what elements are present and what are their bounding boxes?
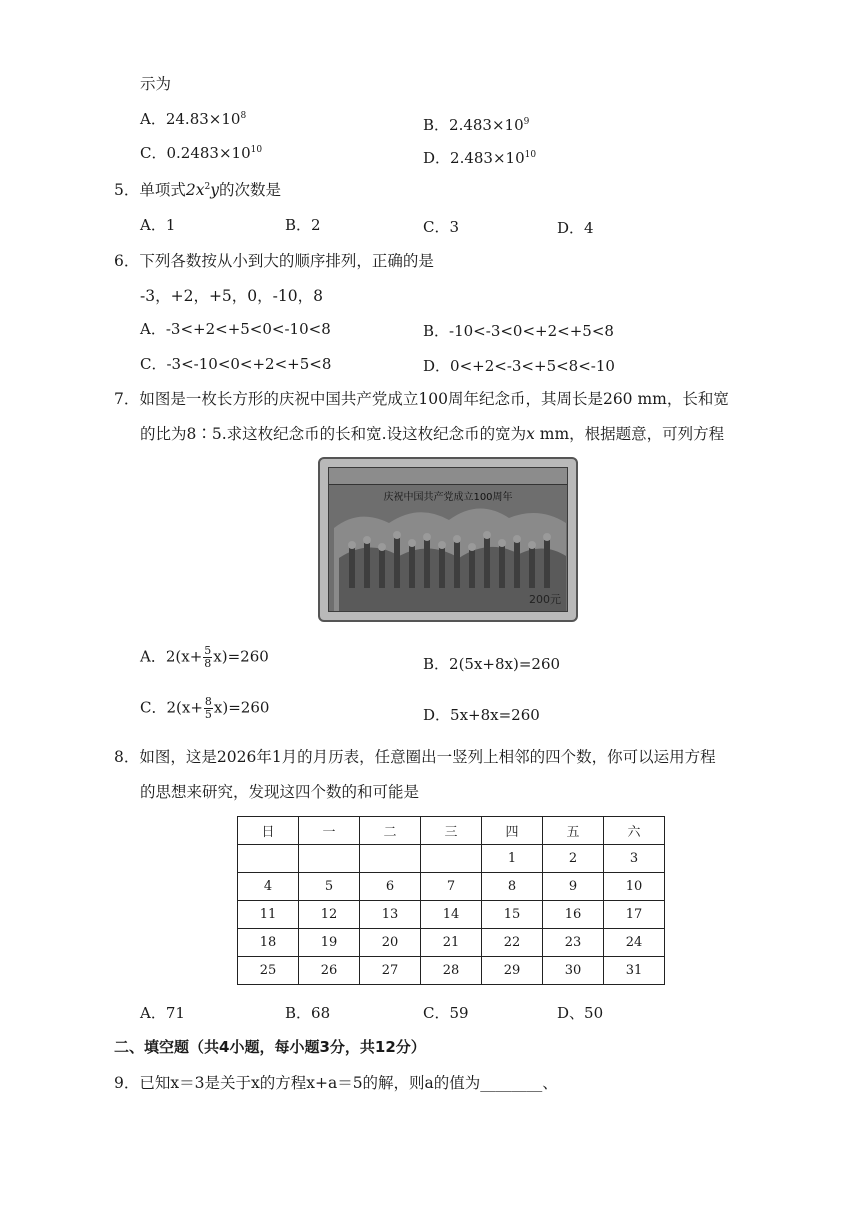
calendar-cell: 23 bbox=[543, 929, 604, 957]
option-label: B． bbox=[423, 116, 450, 134]
calendar-cell: 18 bbox=[238, 929, 299, 957]
question-7 bbox=[114, 387, 729, 409]
q8-option-a: A．71 bbox=[140, 1004, 185, 1022]
calendar-cell bbox=[360, 845, 421, 873]
commemorative-coin-image bbox=[318, 457, 578, 622]
fraction-numerator: 8 bbox=[204, 695, 212, 708]
q8-option-c: C．59 bbox=[423, 1004, 469, 1022]
calendar-cell: 5 bbox=[299, 873, 360, 901]
monomial-exponent: 2 bbox=[204, 182, 211, 192]
calendar-cell: 22 bbox=[482, 929, 543, 957]
fraction-denominator: 5 bbox=[204, 708, 212, 721]
calendar-cell: 21 bbox=[421, 929, 482, 957]
calendar-cell: 10 bbox=[604, 873, 665, 901]
calendar-header-cell: 日 bbox=[238, 817, 299, 845]
calendar-cell bbox=[421, 845, 482, 873]
question-text: 如图是一枚长方形的庆祝中国共产党成立100周年纪念币，其周长是260 mm，长和宽 bbox=[139, 390, 729, 408]
question-number: 7． bbox=[114, 390, 140, 408]
calendar-cell: 11 bbox=[238, 901, 299, 929]
fraction-denominator: 8 bbox=[204, 657, 212, 670]
calendar-cell: 2 bbox=[543, 845, 604, 873]
calendar-cell: 16 bbox=[543, 901, 604, 929]
question-7-line2 bbox=[140, 422, 724, 444]
q5-option-d: D．4 bbox=[557, 219, 594, 237]
fraction bbox=[203, 645, 212, 670]
calendar-cell: 26 bbox=[299, 957, 360, 985]
calendar-cell: 27 bbox=[360, 957, 421, 985]
q7-option-b: B．2(5x+8x)=260 bbox=[423, 655, 561, 673]
calendar-cell: 15 bbox=[482, 901, 543, 929]
q6-option-a: A．-3<+2<+5<0<-10<8 bbox=[140, 320, 331, 338]
fraction-numerator: 5 bbox=[204, 644, 212, 657]
monomial-coefficient: 2x bbox=[185, 181, 205, 199]
section-2-title: 二、填空题（共4小题，每小题3分，共12分） bbox=[114, 1038, 426, 1056]
q4-option-c bbox=[140, 142, 262, 163]
option-label: C． bbox=[140, 144, 167, 162]
option-text: x)=260 bbox=[213, 647, 269, 666]
q6-option-c: C．-3<-10<0<+2<+5<8 bbox=[140, 355, 332, 373]
option-base: 2.483×10 bbox=[449, 116, 524, 134]
fraction bbox=[204, 696, 213, 721]
q6-option-d: D．0<+2<-3<+5<8<-10 bbox=[423, 357, 615, 375]
question-number: 6． bbox=[114, 252, 140, 270]
option-label: A． bbox=[140, 647, 166, 666]
q8-option-d: D、50 bbox=[557, 1004, 604, 1022]
q4-option-b bbox=[423, 114, 529, 135]
question-5 bbox=[114, 178, 281, 200]
q7-option-c bbox=[140, 696, 269, 721]
question-8 bbox=[114, 745, 716, 767]
question-text-suffix: 的次数是 bbox=[219, 181, 282, 199]
calendar-header-cell: 四 bbox=[482, 817, 543, 845]
coin-title: 庆祝中国共产党成立100周年 bbox=[383, 492, 513, 503]
variable-x: x bbox=[526, 425, 535, 443]
question-text: mm，根据题意，可列方程 bbox=[534, 425, 725, 443]
q6-number-list: -3，+2，+5，0，-10，8 bbox=[140, 287, 323, 305]
option-text: 2(x+ bbox=[165, 647, 203, 666]
option-exponent: 10 bbox=[524, 150, 537, 160]
q4-option-a bbox=[140, 108, 246, 129]
calendar-cell: 3 bbox=[604, 845, 665, 873]
calendar-cell: 20 bbox=[360, 929, 421, 957]
calendar-header-cell: 三 bbox=[421, 817, 482, 845]
q6-option-b: B．-10<-3<0<+2<+5<8 bbox=[423, 322, 614, 340]
q5-option-c: C．3 bbox=[423, 218, 460, 236]
coin-denomination: 200元 bbox=[529, 593, 561, 606]
monomial-variable: y bbox=[210, 181, 219, 199]
question-number: 5． bbox=[114, 181, 140, 199]
option-exponent: 10 bbox=[250, 145, 263, 155]
calendar-row bbox=[238, 845, 665, 873]
calendar-cell: 4 bbox=[238, 873, 299, 901]
calendar-cell: 14 bbox=[421, 901, 482, 929]
calendar-row bbox=[238, 901, 665, 929]
calendar-header-cell: 一 bbox=[299, 817, 360, 845]
question-4-tail: 示为 bbox=[140, 75, 172, 93]
question-text: 下列各数按从小到大的顺序排列，正确的是 bbox=[139, 252, 434, 270]
calendar-row bbox=[238, 873, 665, 901]
calendar-cell: 17 bbox=[604, 901, 665, 929]
calendar-cell: 25 bbox=[238, 957, 299, 985]
question-number: 8． bbox=[114, 748, 140, 766]
calendar-cell: 24 bbox=[604, 929, 665, 957]
option-text: 2(x+ bbox=[166, 698, 203, 717]
calendar-cell bbox=[299, 845, 360, 873]
question-text: 已知x＝3是关于x的方程x+a＝5的解，则a的值为________、 bbox=[139, 1074, 558, 1092]
calendar-cell: 9 bbox=[543, 873, 604, 901]
calendar-cell: 30 bbox=[543, 957, 604, 985]
calendar-cell: 8 bbox=[482, 873, 543, 901]
option-label: A． bbox=[140, 110, 166, 128]
question-8-line2: 的思想来研究，发现这四个数的和可能是 bbox=[140, 783, 420, 801]
calendar-cell: 29 bbox=[482, 957, 543, 985]
q7-option-a bbox=[140, 645, 269, 670]
calendar-cell: 28 bbox=[421, 957, 482, 985]
calendar-cell: 13 bbox=[360, 901, 421, 929]
q4-option-d bbox=[423, 147, 536, 168]
option-base: 0.2483×10 bbox=[166, 144, 251, 162]
option-base: 2.483×10 bbox=[450, 149, 525, 167]
option-exponent: 8 bbox=[240, 111, 247, 121]
option-exponent: 9 bbox=[523, 117, 530, 127]
calendar-cell: 31 bbox=[604, 957, 665, 985]
q5-option-a: A．1 bbox=[140, 216, 176, 234]
coin-relief bbox=[328, 467, 568, 612]
question-6 bbox=[114, 249, 434, 271]
calendar-cell: 1 bbox=[482, 845, 543, 873]
calendar-header-cell: 二 bbox=[360, 817, 421, 845]
calendar-cell: 7 bbox=[421, 873, 482, 901]
question-9 bbox=[114, 1071, 558, 1093]
calendar-cell bbox=[238, 845, 299, 873]
calendar-cell: 6 bbox=[360, 873, 421, 901]
calendar-header-cell: 六 bbox=[604, 817, 665, 845]
calendar-cell: 12 bbox=[299, 901, 360, 929]
calendar-cell: 19 bbox=[299, 929, 360, 957]
calendar-header-cell: 五 bbox=[543, 817, 604, 845]
q5-option-b: B．2 bbox=[285, 216, 321, 234]
question-number: 9． bbox=[114, 1074, 140, 1092]
option-label: C． bbox=[140, 698, 167, 717]
calendar-header-row bbox=[238, 817, 665, 845]
option-text: x)=260 bbox=[213, 698, 270, 717]
calendar-row bbox=[238, 929, 665, 957]
question-text: 如图，这是2026年1月的月历表，任意圈出一竖列上相邻的四个数，你可以运用方程 bbox=[139, 748, 716, 766]
option-label: D． bbox=[423, 149, 451, 167]
calendar-table bbox=[237, 816, 665, 985]
q7-option-d: D．5x+8x=260 bbox=[423, 706, 540, 724]
question-text: 单项式 bbox=[139, 181, 186, 199]
q8-option-b: B．68 bbox=[285, 1004, 331, 1022]
calendar-row bbox=[238, 957, 665, 985]
option-base: 24.83×10 bbox=[165, 110, 241, 128]
question-text: 的比为8∶5.求这枚纪念币的长和宽.设这枚纪念币的宽为 bbox=[140, 425, 527, 443]
